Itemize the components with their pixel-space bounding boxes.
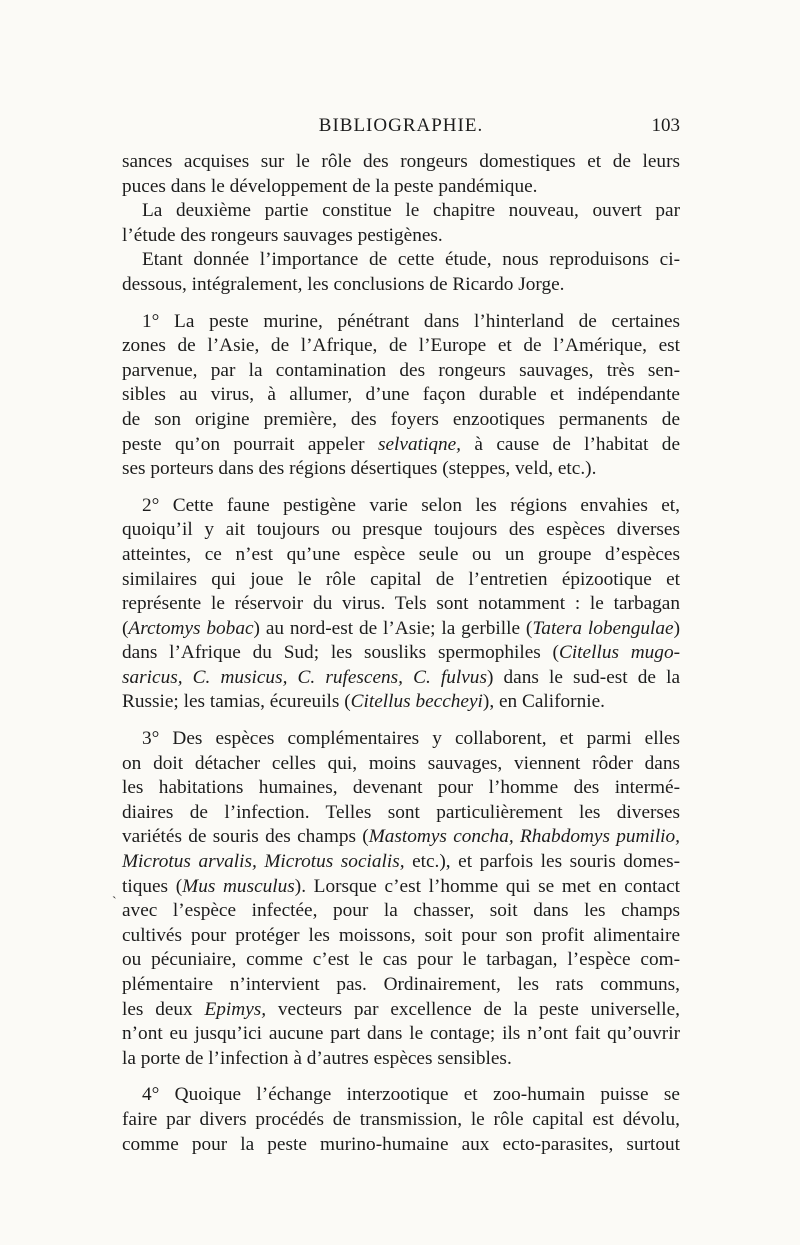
- text-line: diaires de l’infection. Telles sont particulièrement les diverses: [122, 801, 680, 823]
- conclusion-1: [122, 310, 680, 482]
- text-line: faire par divers procédés de transmission, le rôle capital est dévolu,: [122, 1108, 680, 1130]
- text-line: 1° La peste murine, pénétrant dans l’hinterland de certaines: [142, 310, 680, 332]
- text-run: tiques (: [122, 875, 183, 897]
- italic-term: Tatera lobengulae: [532, 617, 674, 639]
- text-line: parvenue, par la contamination des rongeurs sauvages, très sen-: [122, 359, 680, 381]
- text-run: peste qu’on pourrait appeler: [122, 433, 378, 455]
- text-line: sibles au virus, à allumer, d’une façon durable et indépendante: [122, 384, 680, 406]
- page-header: [122, 113, 680, 143]
- text-line: [122, 825, 680, 850]
- paragraph-intro-conclusions: [122, 248, 680, 297]
- text-line: les habitations humaines, devenant pour l’homme des intermé-: [122, 777, 680, 799]
- italic-term: saricus, C. musicus, C. rufescens, C. fulvus: [122, 666, 487, 688]
- text-line: 2° Cette faune pestigène varie selon les régions envahies et,: [142, 494, 680, 516]
- text-line: cultivés pour protéger les moissons, soit pour son profit alimentaire: [122, 924, 680, 946]
- text-line: l’étude des rongeurs sauvages pestigènes.: [122, 224, 443, 246]
- paragraph-second-part: [122, 199, 680, 248]
- text-line: on doit détacher celles qui, moins sauvages, viennent rôder dans: [122, 752, 680, 774]
- text-line: la porte de l’infection à d’autres espèces sensibles.: [122, 1047, 512, 1069]
- text-line: de son origine première, des foyers enzootiques permanents de: [122, 408, 680, 430]
- text-line: [122, 666, 680, 691]
- text-run: les deux: [122, 998, 205, 1020]
- text-line: représente le réservoir du virus. Tels sont notamment : le tarbagan: [122, 593, 680, 615]
- body-text: [122, 150, 680, 1157]
- text-line: similaires qui joue le rôle capital de l’entretien épizootique et: [122, 568, 680, 590]
- text-line: n’ont eu jusqu’ici aucune part dans le contage; ils n’ont fait qu’ouvrir: [122, 1023, 680, 1045]
- text-run: ) dans le sud-est de la: [486, 666, 680, 688]
- conclusion-2: [122, 494, 680, 715]
- text-line: [122, 875, 680, 900]
- italic-term: Arctomys bobac: [128, 617, 254, 639]
- text-line: comme pour la peste murino-humaine aux ecto-parasites, surtout: [122, 1133, 680, 1155]
- italic-term: selvatiqne,: [377, 433, 461, 455]
- margin-mark: `: [112, 895, 117, 910]
- text-line: quoiqu’il y ait toujours ou presque toujours des espèces diverses: [122, 519, 680, 541]
- italic-term: Epimys,: [204, 998, 267, 1020]
- page-number: 103: [651, 115, 680, 136]
- text-line: ou pécuniaire, comme c’est le cas pour le tarbagan, l’espèce com-: [122, 949, 680, 971]
- text-line: ses porteurs dans des régions désertiques (steppes, veld, etc.).: [122, 458, 597, 480]
- text-run: ), en Californie.: [482, 691, 605, 713]
- text-run: vecteurs par excellence de la peste universelle,: [266, 998, 680, 1020]
- text-line: sances acquises sur le rôle des rongeurs domestiques et de leurs: [122, 151, 680, 172]
- text-line: plémentaire n’intervient pas. Ordinairement, les rats communs,: [122, 974, 680, 995]
- text-line: dessous, intégralement, les conclusions de Ricardo Jorge.: [122, 273, 565, 295]
- text-line: [122, 641, 680, 666]
- text-run: etc.), et parfois les souris domes-: [404, 851, 680, 873]
- italic-term: Mastomys concha, Rhabdomys pumilio,: [368, 826, 680, 848]
- text-line: [122, 690, 680, 715]
- text-line: zones de l’Asie, de l’Afrique, de l’Europe et de l’Amérique, est: [122, 335, 680, 357]
- text-line: atteintes, ce n’est qu’une espèce seule ou un groupe d’espèces: [122, 543, 680, 565]
- italic-term: Citellus mugo-: [558, 642, 681, 664]
- text-run: ). Lorsque c’est l’homme qui se met en contact: [294, 875, 680, 897]
- text-line: La deuxième partie constitue le chapitre nouveau, ouvert par: [142, 200, 680, 222]
- conclusion-3: [122, 727, 680, 1071]
- text-line: Etant donnée l’importance de cette étude, nous reproduisons ci-: [142, 249, 680, 271]
- text-run: Russie; les tamias, écureuils (: [122, 691, 351, 713]
- text-line: avec l’espèce infectée, pour la chasser, soit dans les champs: [122, 900, 680, 922]
- text-line: [122, 998, 680, 1023]
- text-run: variétés de souris des champs (: [122, 826, 369, 848]
- text-run: ) au nord-est de l’Asie; la gerbille (: [253, 617, 533, 639]
- text-line: [122, 433, 680, 458]
- text-run: dans l’Afrique du Sud; les sousliks spermophiles (: [122, 642, 559, 664]
- text-line: [122, 617, 680, 642]
- running-title: BIBLIOGRAPHIE.: [318, 115, 484, 136]
- text-line: 3° Des espèces complémentaires y collaborent, et parmi elles: [142, 728, 680, 750]
- italic-term: Citellus beccheyi: [350, 691, 483, 713]
- italic-term: Mus musculus: [182, 875, 295, 897]
- text-run: (: [122, 617, 129, 639]
- text-line: puces dans le développement de la peste pandémique.: [122, 175, 538, 197]
- paragraph-continuation: [122, 150, 680, 199]
- text-line: 4° Quoique l’échange interzootique et zoo-humain puisse se: [142, 1084, 680, 1106]
- text-run: ): [673, 617, 680, 639]
- text-run: à cause de l’habitat de: [460, 433, 681, 455]
- text-line: [122, 850, 680, 875]
- italic-term: Microtus arvalis, Microtus socialis,: [122, 851, 405, 873]
- conclusion-4: [122, 1083, 680, 1157]
